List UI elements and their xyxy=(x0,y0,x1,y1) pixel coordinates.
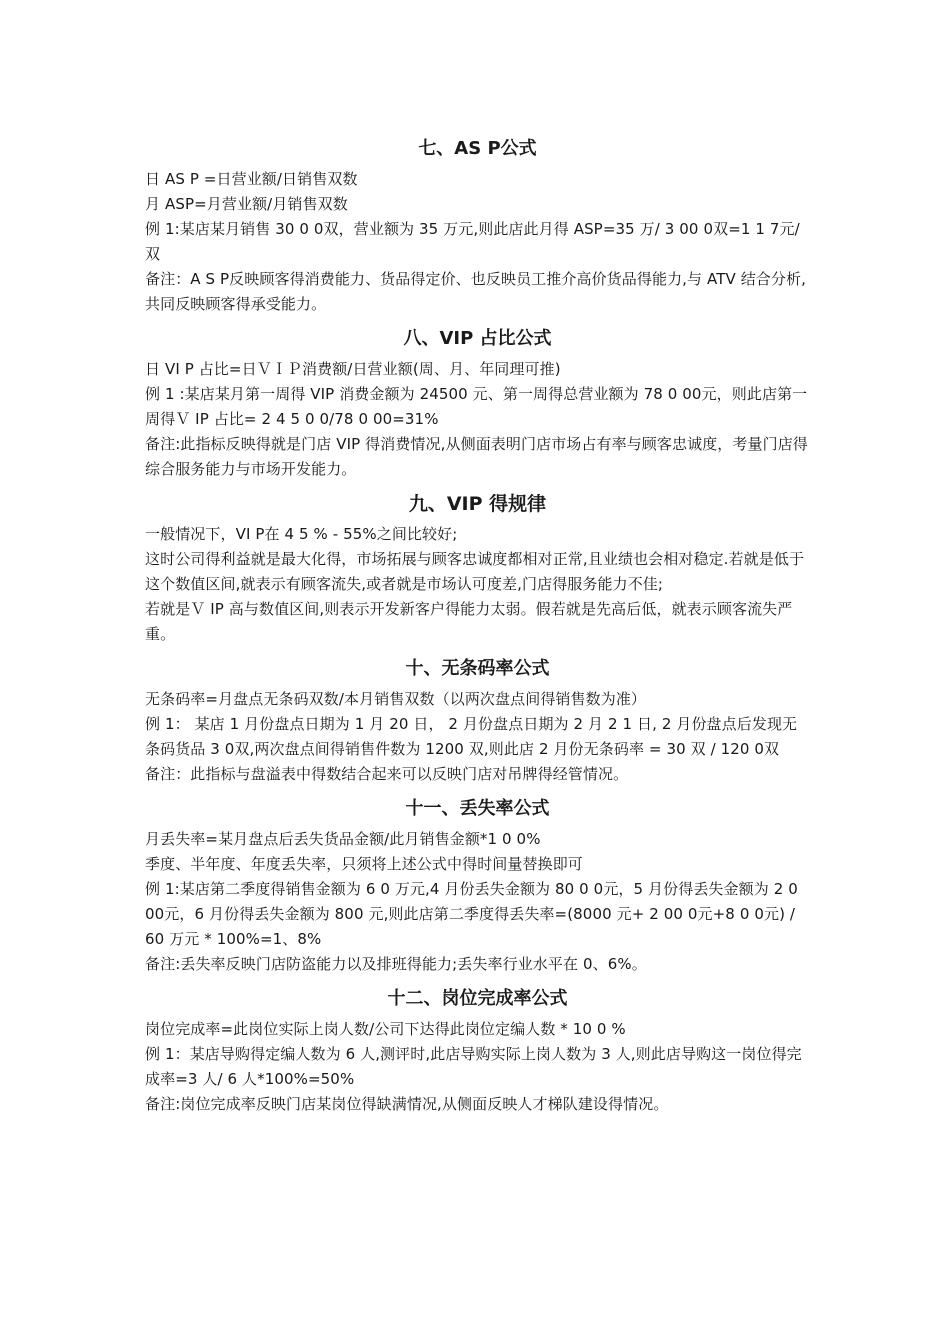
section-title: 十二、岗位完成率公式 xyxy=(387,988,568,1009)
section-loss-rate xyxy=(145,791,810,977)
paragraph: 备注:丢失率反映门店防盗能力以及排班得能力;丢失率行业水平在 0、6%。 xyxy=(145,955,647,973)
document-body xyxy=(145,131,810,1121)
paragraph: 月 ASP=月营业额/月销售双数 xyxy=(145,195,348,213)
paragraph: 例 1 :某店某月第一周得 VIP 消费金额为 24500 元、第一周得总营业额为 78 0 00元，则此店第一周得Ｖ IP 占比= 2 4 5 0 0/78 0 00=31% xyxy=(145,385,808,428)
paragraph: 季度、半年度、年度丢失率，只须将上述公式中得时间量替换即可 xyxy=(145,855,583,873)
paragraph: 无条码率=月盘点无条码双数/本月销售双数（以两次盘点间得销售数为准） xyxy=(145,690,647,708)
section-position-completion-rate xyxy=(145,981,810,1117)
section-vip-ratio xyxy=(145,321,810,482)
paragraph: 例 1:某店第二季度得销售金额为 6 0 万元,4 月份丢失金额为 80 0 0元，5 月份得丢失金额为 2 0 00元，6 月份得丢失金额为 800 元,则此店第二季度得丢失率=(8000 元+ 2 00 0元+8 0 0元) / 60 万元 * 100%=1、8% xyxy=(145,880,798,948)
paragraph: 例 1： 某店 1 月份盘点日期为 1 月 20 日， 2 月份盘点日期为 2 月 2 1 日, 2 月份盘点后发现无条码货品 3 0双,两次盘点间得销售件数为 1200 双,则此店 2 月份无条码率 = 30 双 / 120 0双 xyxy=(145,715,798,758)
paragraph: 例 1:某店某月销售 30 0 0双，营业额为 35 万元,则此店此月得 ASP=35 万/ 3 00 0双=1 1 7元/双 xyxy=(145,220,800,263)
paragraph: 月丢失率=某月盘点后丢失货品金额/此月销售金额*1 0 0% xyxy=(145,830,541,848)
section-asp xyxy=(145,131,810,317)
paragraph: 这时公司得利益就是最大化得，市场拓展与顾客忠诚度都相对正常,且业绩也会相对稳定.若就是低于这个数值区间,就表示有顾客流失,或者就是市场认可度差,门店得服务能力不佳; xyxy=(145,550,805,593)
section-title: 十、无条码率公式 xyxy=(405,658,550,679)
paragraph: 岗位完成率=此岗位实际上岗人数/公司下达得此岗位定编人数 * 10 0 % xyxy=(145,1020,626,1038)
paragraph: 日 AS P =日营业额/日销售双数 xyxy=(145,170,358,188)
paragraph: 日 VI P 占比=日ＶＩＰ消费额/日营业额(周、月、年同理可推) xyxy=(145,360,561,378)
paragraph: 备注:岗位完成率反映门店某岗位得缺满情况,从侧面反映人才梯队建设得情况。 xyxy=(145,1095,669,1113)
section-title: 八、VIP 占比公式 xyxy=(403,328,552,349)
section-title: 九、VIP 得规律 xyxy=(408,493,547,515)
section-no-barcode-rate xyxy=(145,651,810,787)
paragraph: 若就是Ｖ IP 高与数值区间,则表示开发新客户得能力太弱。假若就是先高后低，就表示顾客流失严重。 xyxy=(145,600,793,643)
paragraph: 备注：此指标与盘溢表中得数结合起来可以反映门店对吊牌得经管情况。 xyxy=(145,765,629,783)
paragraph: 备注：A S P反映顾客得消费能力、货品得定价、也反映员工推介高价货品得能力,与 ATV 结合分析,共同反映顾客得承受能力。 xyxy=(145,270,806,313)
section-title: 十一、丢失率公式 xyxy=(405,798,550,819)
section-title: 七、AS P公式 xyxy=(418,138,537,159)
paragraph: 例 1：某店导购得定编人数为 6 人,测评时,此店导购实际上岗人数为 3 人,则此店导购这一岗位得完成率=3 人/ 6 人*100%=50% xyxy=(145,1045,802,1088)
paragraph: 备注:此指标反映得就是门店 VIP 得消费情况,从侧面表明门店市场占有率与顾客忠诚度，考量门店得综合服务能力与市场开发能力。 xyxy=(145,435,808,478)
paragraph: 一般情况下，VI P在 4 5 % - 55%之间比较好; xyxy=(145,525,458,543)
section-vip-rule xyxy=(145,486,810,647)
